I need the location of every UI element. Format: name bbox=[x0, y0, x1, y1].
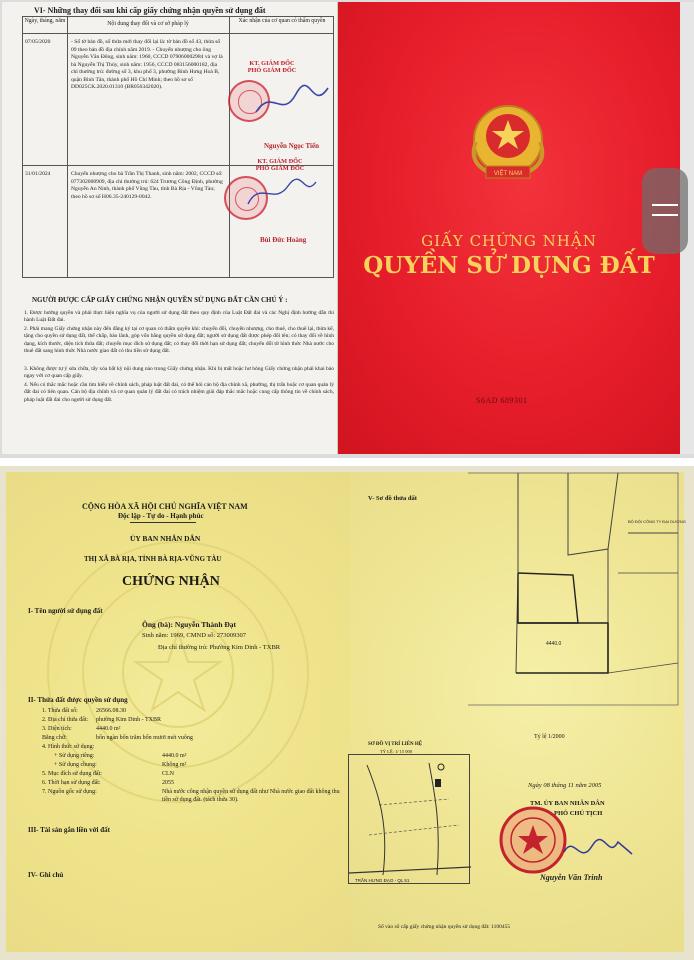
owner-name: Ông (bà): Nguyễn Thành Đạt bbox=[142, 620, 237, 629]
term-label: 6. Thời hạn sử dụng đất: bbox=[42, 780, 101, 786]
stamp2-title: KT. GIÁM ĐỐC PHÓ GIÁM ĐỐC bbox=[255, 158, 305, 172]
nation-motto: Độc lập - Tự do - Hạnh phúc bbox=[118, 512, 204, 520]
road-label: TRẦN HƯNG ĐẠO - QL 51 bbox=[355, 878, 410, 883]
cover-title-line1: GIẤY CHỨNG NHẬN bbox=[421, 232, 597, 250]
sign-role: PHÓ CHỦ TỊCH bbox=[554, 810, 603, 817]
cover-serial: S6AD 689301 bbox=[476, 396, 528, 405]
common-use-label: + Sử dụng chung: bbox=[54, 762, 97, 768]
official-signer: Nguyễn Văn Trinh bbox=[540, 873, 603, 882]
row1-content: - Số tờ bản đồ, số thửa mới thay đổi lại là: tờ bản đồ số 43, thửa số 09 theo bản đồ địa chính năm 2019. - Chuyển nhượng cho ông Nguyễn Văn Đông, sinh năm: 1960, CCCD 079060002984 và vợ là bà Nguyễn Thị Thủy, sinh năm: 1956, CCCD 083156000182, địa chỉ thường trú: đường số 3, khu phố 3, phường Bình Hưng Hoà B, quận Bình Tân, thành phố Hồ Chí Minh; theo hồ sơ số DD025CK.2020.01310 (BR056342020). bbox=[71, 39, 223, 91]
header-confirm: Xác nhận của cơ quan có thẩm quyền bbox=[238, 18, 326, 24]
menu-toggle-button[interactable] bbox=[642, 168, 688, 254]
stamp2-signer: Bùi Đức Hoàng bbox=[260, 236, 307, 244]
cover-page bbox=[338, 2, 680, 454]
plot-number-label: 1. Thửa đất số: bbox=[42, 708, 78, 714]
motto-underline bbox=[130, 522, 196, 523]
owner-birth: Sinh năm: 1969, CMND số: 273009307 bbox=[142, 632, 247, 639]
private-use-value: 4440.0 m² bbox=[162, 753, 187, 759]
emblem-banner-text: VIỆT NAM bbox=[493, 171, 523, 177]
row2-date: 31/01/2024 bbox=[25, 171, 51, 177]
section3-title: III- Tài sản gắn liền với đất bbox=[28, 826, 110, 834]
plot-area-value: 4440.0 m² bbox=[96, 726, 121, 732]
note-4: 4. Nếu có thắc mắc hoặc cần tìm hiểu về chính sách, pháp luật đất đai, có thể hỏi cán bộ địa chính xã, phường, thị trấn hoặc cơ quan quản lý đất đai có liên quan. Cán bộ địa chính và cơ quan quản lý đất đai có trách nhiệm giải đáp thắc mắc hoặc cung cấp thông tin về chính sách, pháp luật đất đai cho người sử dụng đất. bbox=[24, 382, 334, 403]
notes-title: NGƯỜI ĐƯỢC CẤP GIẤY CHỨNG NHẬN QUYỀN SỬ DỤNG ĐẤT CẦN CHÚ Ý : bbox=[32, 296, 288, 304]
nation-name: CỘNG HÒA XÃ HỘI CHỦ NGHĨA VIỆT NAM bbox=[82, 502, 248, 511]
header-date: Ngày, tháng, năm bbox=[24, 18, 66, 24]
registry-number: Số vào sổ cấp giấy chứng nhận quyền sử dụng đất: 1100455 bbox=[378, 924, 511, 930]
location-map-title: SƠ ĐỒ VỊ TRÍ LIÊN HỆ bbox=[368, 742, 423, 747]
map-scale: Tỷ lệ 1/2000 bbox=[534, 734, 565, 740]
purpose-label: 5. Mục đích sử dụng đất: bbox=[42, 771, 102, 777]
stamp1-title: KT. GIÁM ĐỐC PHÓ GIÁM ĐỐC bbox=[247, 60, 297, 74]
section1-title: I- Tên người sử dụng đất bbox=[28, 607, 103, 615]
plot-area-words-label: Bằng chữ: bbox=[42, 735, 67, 741]
committee-name: ỦY BAN NHÂN DÂN bbox=[130, 534, 201, 543]
section2-title: II- Thửa đất được quyền sử dụng bbox=[28, 696, 128, 704]
plot-number-value: 26566.08.30 bbox=[96, 708, 126, 714]
locality-name: THỊ XÃ BÀ RỊA, TỈNH BÀ RỊA-VŨNG TÀU bbox=[84, 555, 222, 563]
menu-bar-icon bbox=[652, 214, 678, 216]
origin-label: 7. Nguồn gốc sử dụng: bbox=[42, 789, 97, 795]
national-emblem-icon bbox=[458, 102, 558, 184]
section4-title: IV- Ghi chú bbox=[28, 871, 64, 879]
location-map-scale: TỶ LỆ: 1/ 15 000 bbox=[380, 749, 412, 754]
private-use-label: + Sử dụng riêng: bbox=[54, 753, 95, 759]
note-3: 3. Không được tự ý sửa chữa, tẩy xóa bất kỳ nội dung nào trong Giấy chứng nhận. Khi bị mất hoặc hư hỏng Giấy chứng nhận phải khai báo ngay với cơ quan cấp giấy. bbox=[24, 366, 334, 380]
plot-map bbox=[468, 473, 686, 705]
official-seal-icon bbox=[498, 805, 568, 875]
plot-address-value: phường Kim Dinh - TXBR bbox=[96, 717, 161, 723]
stamp1-signer: Nguyễn Ngọc Tiến bbox=[264, 142, 319, 150]
certificate-title: CHỨNG NHẬN bbox=[122, 574, 220, 589]
owner-address: Địa chỉ thường trú: Phường Kim Dinh - TXBR bbox=[158, 644, 281, 651]
official-signature bbox=[560, 830, 640, 870]
note-1: 1. Được hưởng quyền và phải thực hiện nghĩa vụ của người sử dụng đất theo quy định của Luật Đất đai và các Nghị định hướng dẫn thi hành Luật Đất đai. bbox=[24, 310, 334, 324]
header-content: Nội dung thay đổi và cơ sở pháp lý bbox=[107, 21, 189, 27]
term-value: 2055 bbox=[162, 780, 174, 786]
photo-divider bbox=[0, 458, 694, 466]
menu-bar-icon bbox=[652, 204, 678, 206]
origin-value: Nhà nước công nhận quyền sử dụng đất như Nhà nước giao đất không thu tiền sử dụng đất. (tách thửa 30). bbox=[162, 789, 340, 803]
purpose-value: CLN bbox=[162, 771, 174, 777]
issue-date: Ngày 08 tháng 11 năm 2005 bbox=[528, 782, 602, 789]
plot-area-label: 3. Diện tích: bbox=[42, 726, 72, 732]
note-2: 2. Phải mang Giấy chứng nhận này đến đăng ký tại cơ quan có thẩm quyền khi: chuyển đổi, chuyển nhượng, cho thuê, cho thuê lại, thừa kế, tặng cho quyền sử dụng đất, thế chấp, bảo lãnh, góp vốn bằng quyền sử dụng đất; người sử dụng đất được phép đổi tên; có thay đổi về hình dạng, kích thước, diện tích thửa đất; chuyển mục đích sử dụng đất; có thay đổi thời hạn sử dụng đất; chuyển đổi từ hình thức Nhà nước cho thuê đất sang hình thức Nhà nước giao đất có thu tiền sử dụng đất. bbox=[24, 326, 334, 355]
row2-content: Chuyển nhượng cho bà Trần Thị Thanh, sinh năm: 2002, CCCD số: 077302000909, địa chỉ thường trú: 624 Trương Công Định, phường Nguyễn An Ninh, thành phố Vũng Tàu, tỉnh Bà Rịa - Vũng Tàu; theo hồ sơ số H06.35-240129-0042. bbox=[71, 171, 223, 200]
plot-area-words-value: bốn ngàn bốn trăm bốn mươi mét vuông bbox=[96, 735, 193, 741]
section5-title: V- Sơ đồ thửa đất bbox=[368, 495, 417, 502]
plot-area-label-map: 4440.0 bbox=[546, 641, 562, 647]
changes-section-title: VI- Những thay đổi sau khi cấp giấy chứng nhận quyền sử dụng đất bbox=[34, 6, 266, 15]
neighbor-label: BỘ ĐỘI CÔNG TY ĐẠI DƯƠNG bbox=[628, 519, 686, 524]
stamp2-signature bbox=[242, 172, 322, 212]
sign-org: TM. ỦY BAN NHÂN DÂN bbox=[530, 800, 605, 807]
plot-address-label: 2. Địa chỉ thửa đất: bbox=[42, 717, 89, 723]
row1-date: 07/05/2020 bbox=[25, 39, 51, 45]
use-form-label: 4. Hình thức sử dụng: bbox=[42, 744, 95, 750]
stamp1-signature bbox=[252, 82, 332, 122]
changes-page bbox=[2, 2, 338, 454]
location-map bbox=[348, 754, 470, 884]
cover-title-line2: QUYỀN SỬ DỤNG ĐẤT bbox=[363, 252, 655, 279]
common-use-value: Không m² bbox=[162, 762, 187, 768]
